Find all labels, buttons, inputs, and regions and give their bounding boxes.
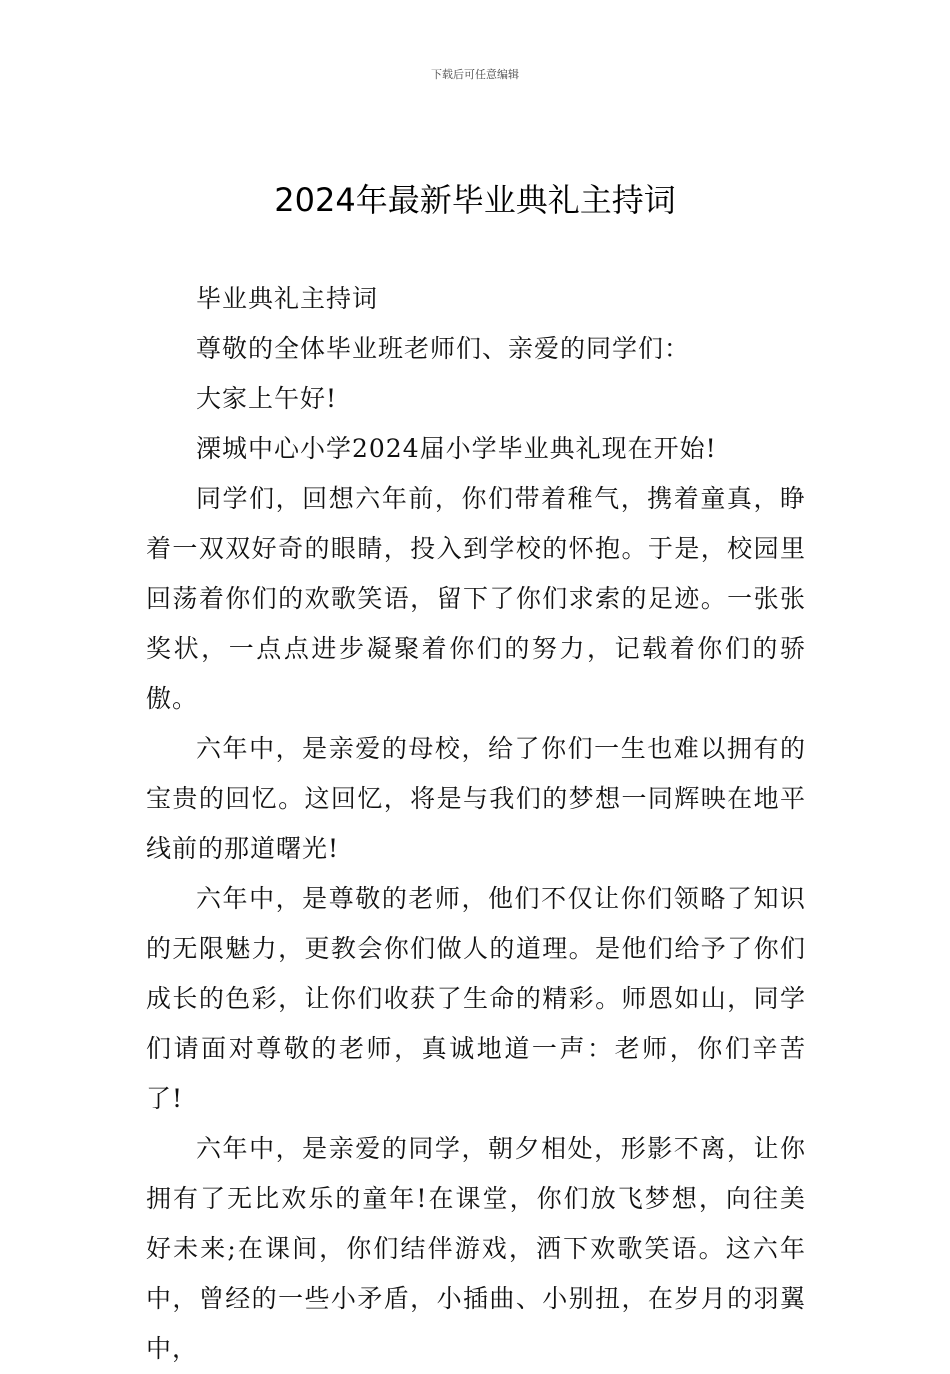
paragraph-heading: 毕业典礼主持词 xyxy=(196,284,379,313)
header-note: 下载后可任意编辑 xyxy=(431,68,519,81)
paragraph: 六年中，是亲爱的母校，给了你们一生也难以拥有的宝贵的回忆。这回忆，将是与我们的梦想一同辉映在地平线前的那道曙光! xyxy=(146,734,806,863)
document-title: 2024年最新毕业典礼主持词 xyxy=(274,181,676,219)
document-body xyxy=(146,274,806,1374)
paragraph-greeting: 大家上午好! xyxy=(196,384,338,413)
paragraph-opening: 溧城中心小学2024届小学毕业典礼现在开始! xyxy=(196,434,717,463)
paragraph: 六年中，是尊敬的老师，他们不仅让你们领略了知识的无限魅力，更教会你们做人的道理。是他们给予了你们成长的色彩，让你们收获了生命的精彩。师恩如山，同学们请面对尊敬的老师，真诚地道一声：老师，你们辛苦了! xyxy=(146,884,806,1113)
paragraph: 同学们，回想六年前，你们带着稚气，携着童真，睁着一双双好奇的眼睛，投入到学校的怀抱。于是，校园里回荡着你们的欢歌笑语，留下了你们求索的足迹。一张张奖状，一点点进步凝聚着你们的努力，记载着你们的骄傲。 xyxy=(146,484,806,713)
paragraph: 六年中，是亲爱的同学，朝夕相处，形影不离，让你拥有了无比欢乐的童年!在课堂，你们放飞梦想，向往美好未来;在课间，你们结伴游戏，洒下欢歌笑语。这六年中，曾经的一些小矛盾，小插曲、小别扭，在岁月的羽翼中， xyxy=(146,1134,806,1363)
paragraph-salutation: 尊敬的全体毕业班老师们、亲爱的同学们： xyxy=(196,334,691,363)
